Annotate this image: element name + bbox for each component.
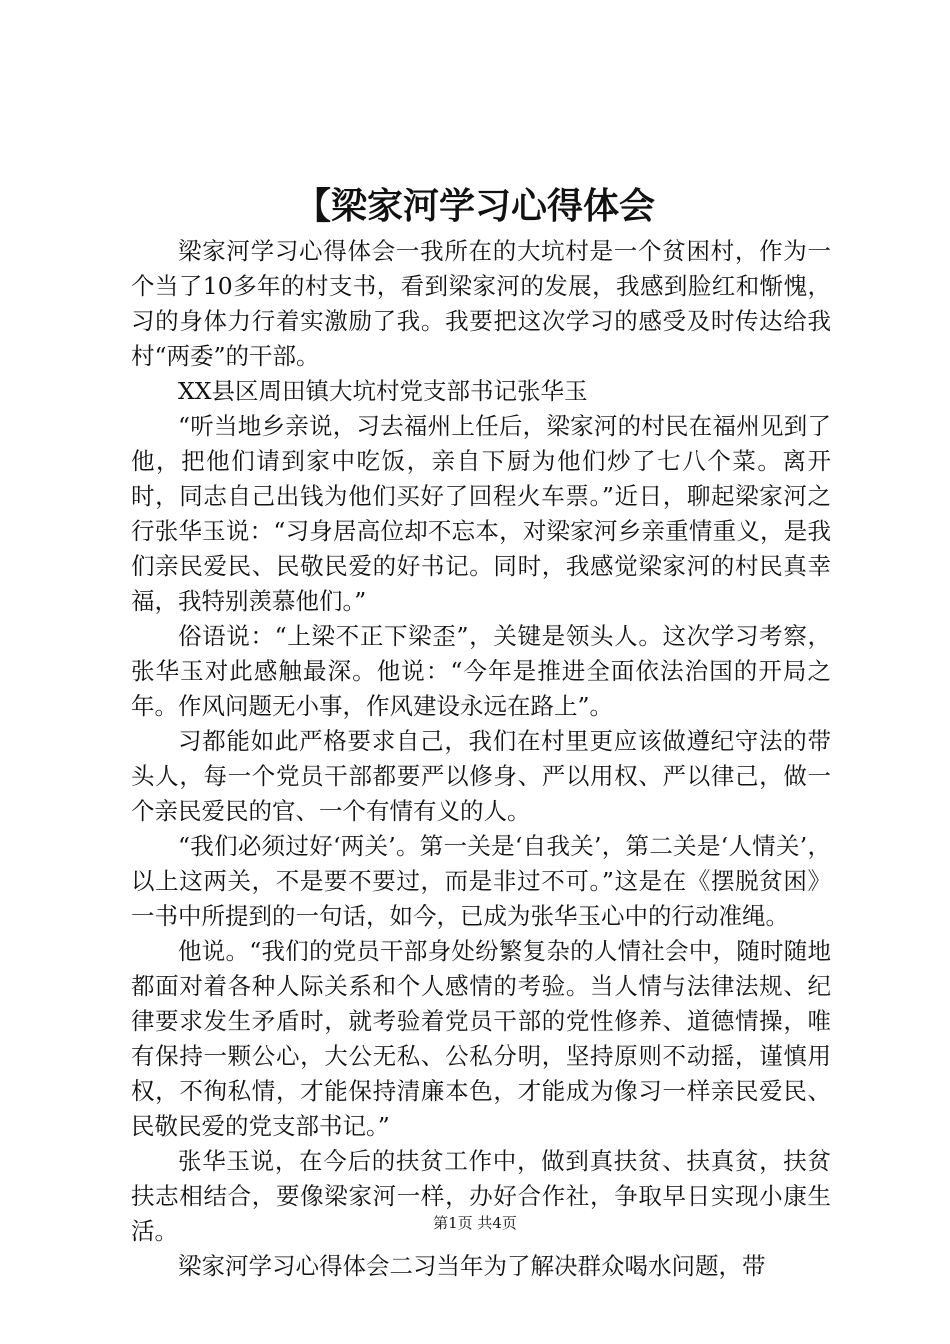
paragraph: 梁家河学习心得体会一我所在的大坑村是一个贫困村，作为一个当了10多年的村支书，看到梁家河的发展，我感到脸红和惭愧，习的身体力行着实激励了我。我要把这次学习的感受及时传达给我村“两委”的干部。 bbox=[131, 237, 831, 370]
paragraph: 梁家河学习心得体会二习当年为了解决群众喝水问题，带 bbox=[178, 1252, 766, 1280]
paragraph: “我们必须过好‘两关’。第一关是‘自我关’，第二关是‘人情关’，以上这两关，不是要不要过，而是非过不可。”这是在《摆脱贫困》一书中所提到的一句话，如今，已成为张华玉心中的行动准绳。 bbox=[131, 832, 831, 930]
document-body bbox=[131, 234, 831, 1284]
paragraph: “听当地乡亲说，习去福州上任后，梁家河的村民在福州见到了他，把他们请到家中吃饭，亲自下厨为他们炒了七八个菜。离开时，同志自己出钱为他们买好了回程火车票。”近日，聊起梁家河之行张华玉说：“习身居高位却不忘本，对梁家河乡亲重情重义，是我们亲民爱民、民敬民爱的好书记。同时，我感觉梁家河的村民真幸福，我特别羡慕他们。” bbox=[131, 412, 831, 615]
paragraph: 俗语说：“上梁不正下梁歪”，关键是领头人。这次学习考察，张华玉对此感触最深。他说：“今年是推进全面依法治国的开局之年。作风问题无小事，作风建设永远在路上”。 bbox=[131, 622, 831, 720]
paragraph: 他说。“我们的党员干部身处纷繁复杂的人情社会中，随时随地都面对着各种人际关系和个人感情的考验。当人情与法律法规、纪律要求发生矛盾时，就考验着党员干部的党性修养、道德情操，唯有保持一颗公心，大公无私、公私分明，坚持原则不动摇，谨慎用权，不徇私情，才能保持清廉本色，才能成为像习一样亲民爱民、民敬民爱的党支部书记。” bbox=[131, 937, 831, 1140]
page-footer: 第1页 共4页 bbox=[433, 1214, 517, 1232]
paragraph: 习都能如此严格要求自己，我们在村里更应该做遵纪守法的带头人，每一个党员干部都要严以修身、严以用权、严以律己，做一个亲民爱民的官、一个有情有义的人。 bbox=[131, 727, 831, 825]
document-title: 【梁家河学习心得体会 bbox=[294, 185, 655, 227]
paragraph: 张华玉说，在今后的扶贫工作中，做到真扶贫、扶真贫，扶贫扶志相结合，要像梁家河一样，办好合作社，争取早日实现小康生活。 bbox=[131, 1147, 831, 1245]
paragraph: XX县区周田镇大坑村党支部书记张华玉 bbox=[178, 377, 588, 405]
